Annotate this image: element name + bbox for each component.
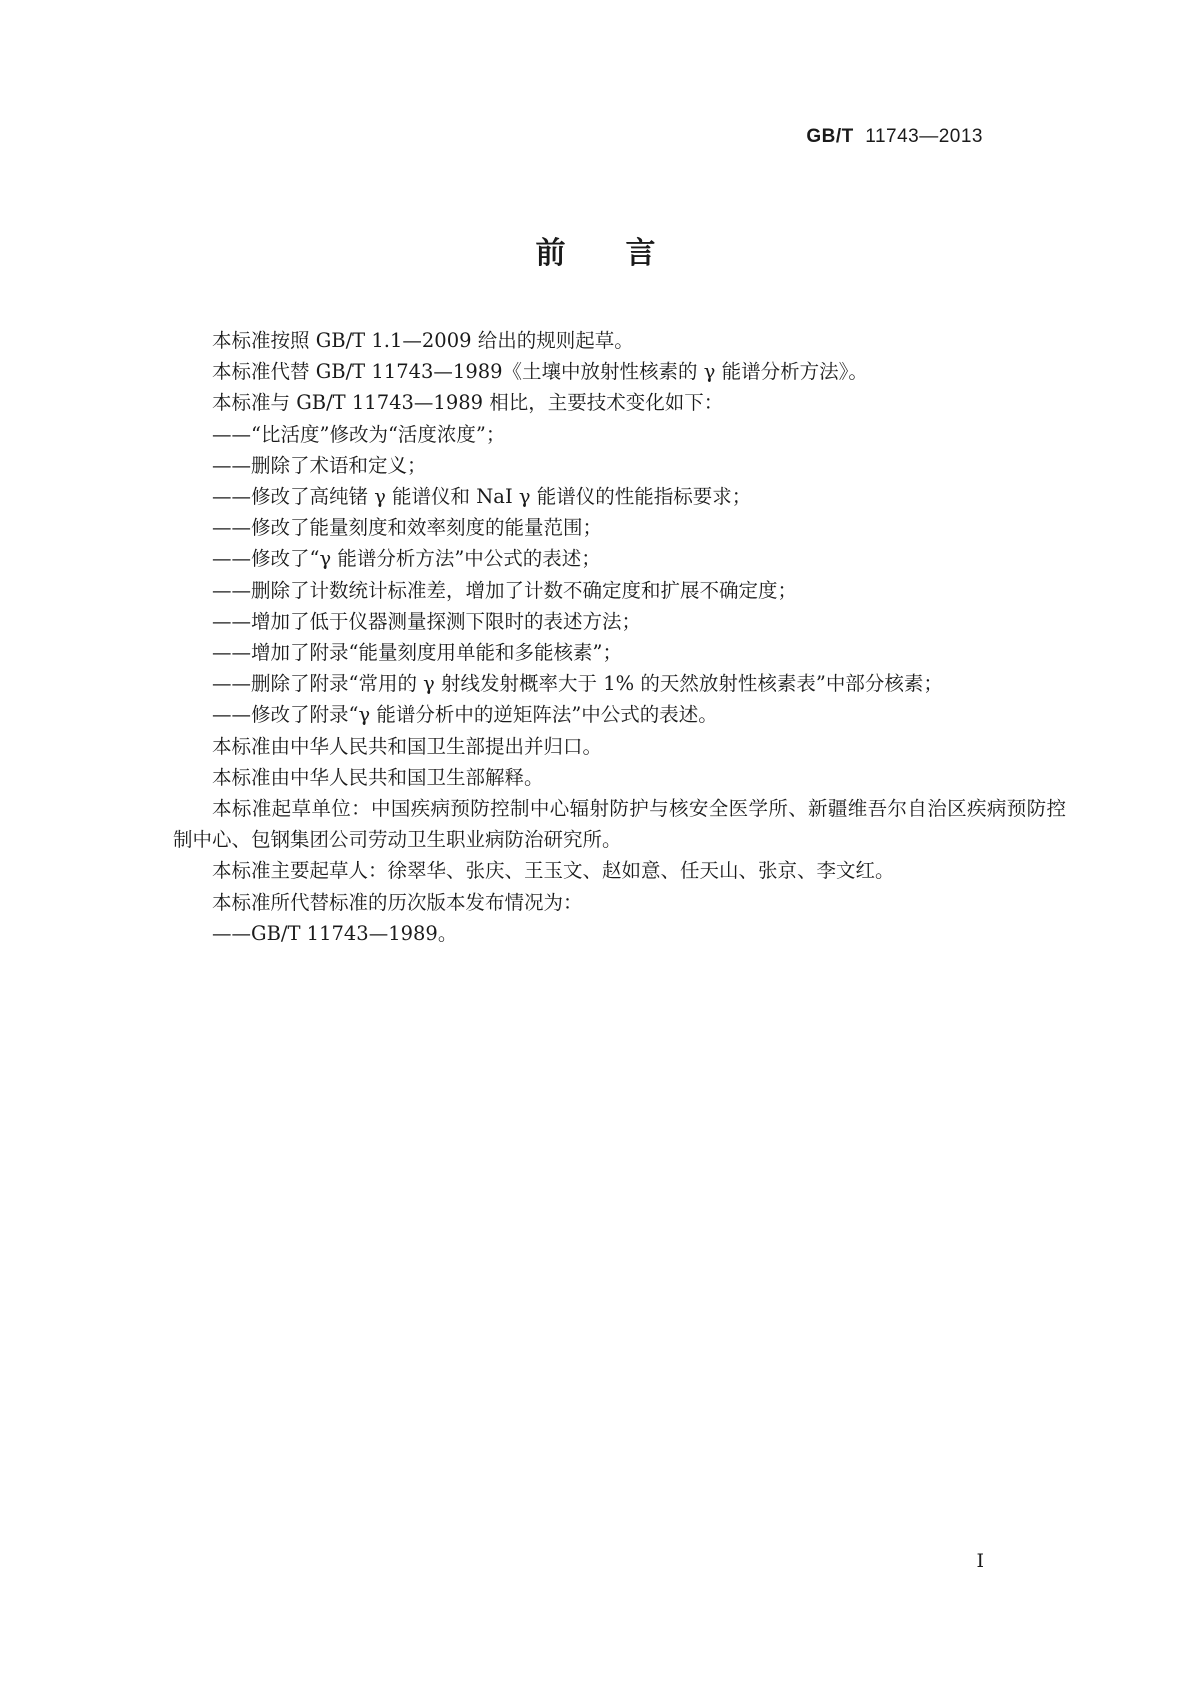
paragraph-drafters: 本标准主要起草人：徐翠华、张庆、王玉文、赵如意、任天山、张京、李文红。 [212, 859, 895, 883]
paragraph-proposer: 本标准由中华人民共和国卫生部提出并归口。 [212, 734, 603, 758]
paragraph-history-intro: 本标准所代替标准的历次版本发布情况为： [212, 890, 583, 914]
change-item: ——增加了附录“能量刻度用单能和多能核素”； [212, 641, 622, 665]
change-item: ——修改了附录“γ 能谱分析中的逆矩阵法”中公式的表述。 [212, 703, 718, 727]
change-item: ——删除了附录“常用的 γ 射线发射概率大于 1% 的天然放射性核素表”中部分核素； [212, 672, 943, 696]
standard-code-prefix: GB/T [806, 126, 854, 147]
paragraph-drafting-units: 本标准起草单位：中国疾病预防控制中心辐射防护与核安全医学所、新疆维吾尔自治区疾病预防控制中心、包钢集团公司劳动卫生职业病防治研究所。 [173, 797, 1066, 852]
change-item: ——增加了低于仪器测量探测下限时的表述方法； [212, 609, 642, 633]
change-item: ——“比活度”修改为“活度浓度”； [212, 422, 506, 446]
foreword-body [173, 325, 1066, 949]
standard-code [806, 126, 983, 148]
change-item: ——修改了高纯锗 γ 能谱仪和 NaI γ 能谱仪的性能指标要求； [212, 485, 752, 509]
change-item: ——删除了术语和定义； [212, 453, 427, 477]
paragraph-interpreter: 本标准由中华人民共和国卫生部解释。 [212, 765, 544, 789]
change-item: ——修改了能量刻度和效率刻度的能量范围； [212, 516, 603, 540]
paragraph-changes-intro: 本标准与 GB/T 11743—1989 相比，主要技术变化如下： [212, 391, 724, 415]
standard-code-number: 11743—2013 [865, 126, 983, 147]
history-item: ——GB/T 11743—1989。 [212, 921, 458, 945]
page-number: I [976, 1550, 984, 1572]
page-title: 前言 [535, 236, 716, 271]
paragraph-replaces: 本标准代替 GB/T 11743—1989《土壤中放射性核素的 γ 能谱分析方法》。 [212, 360, 868, 384]
change-item: ——删除了计数统计标准差，增加了计数不确定度和扩展不确定度； [212, 578, 798, 602]
change-item: ——修改了“γ 能谱分析方法”中公式的表述； [212, 547, 601, 571]
paragraph-drafting-rules: 本标准按照 GB/T 1.1—2009 给出的规则起草。 [212, 329, 634, 352]
